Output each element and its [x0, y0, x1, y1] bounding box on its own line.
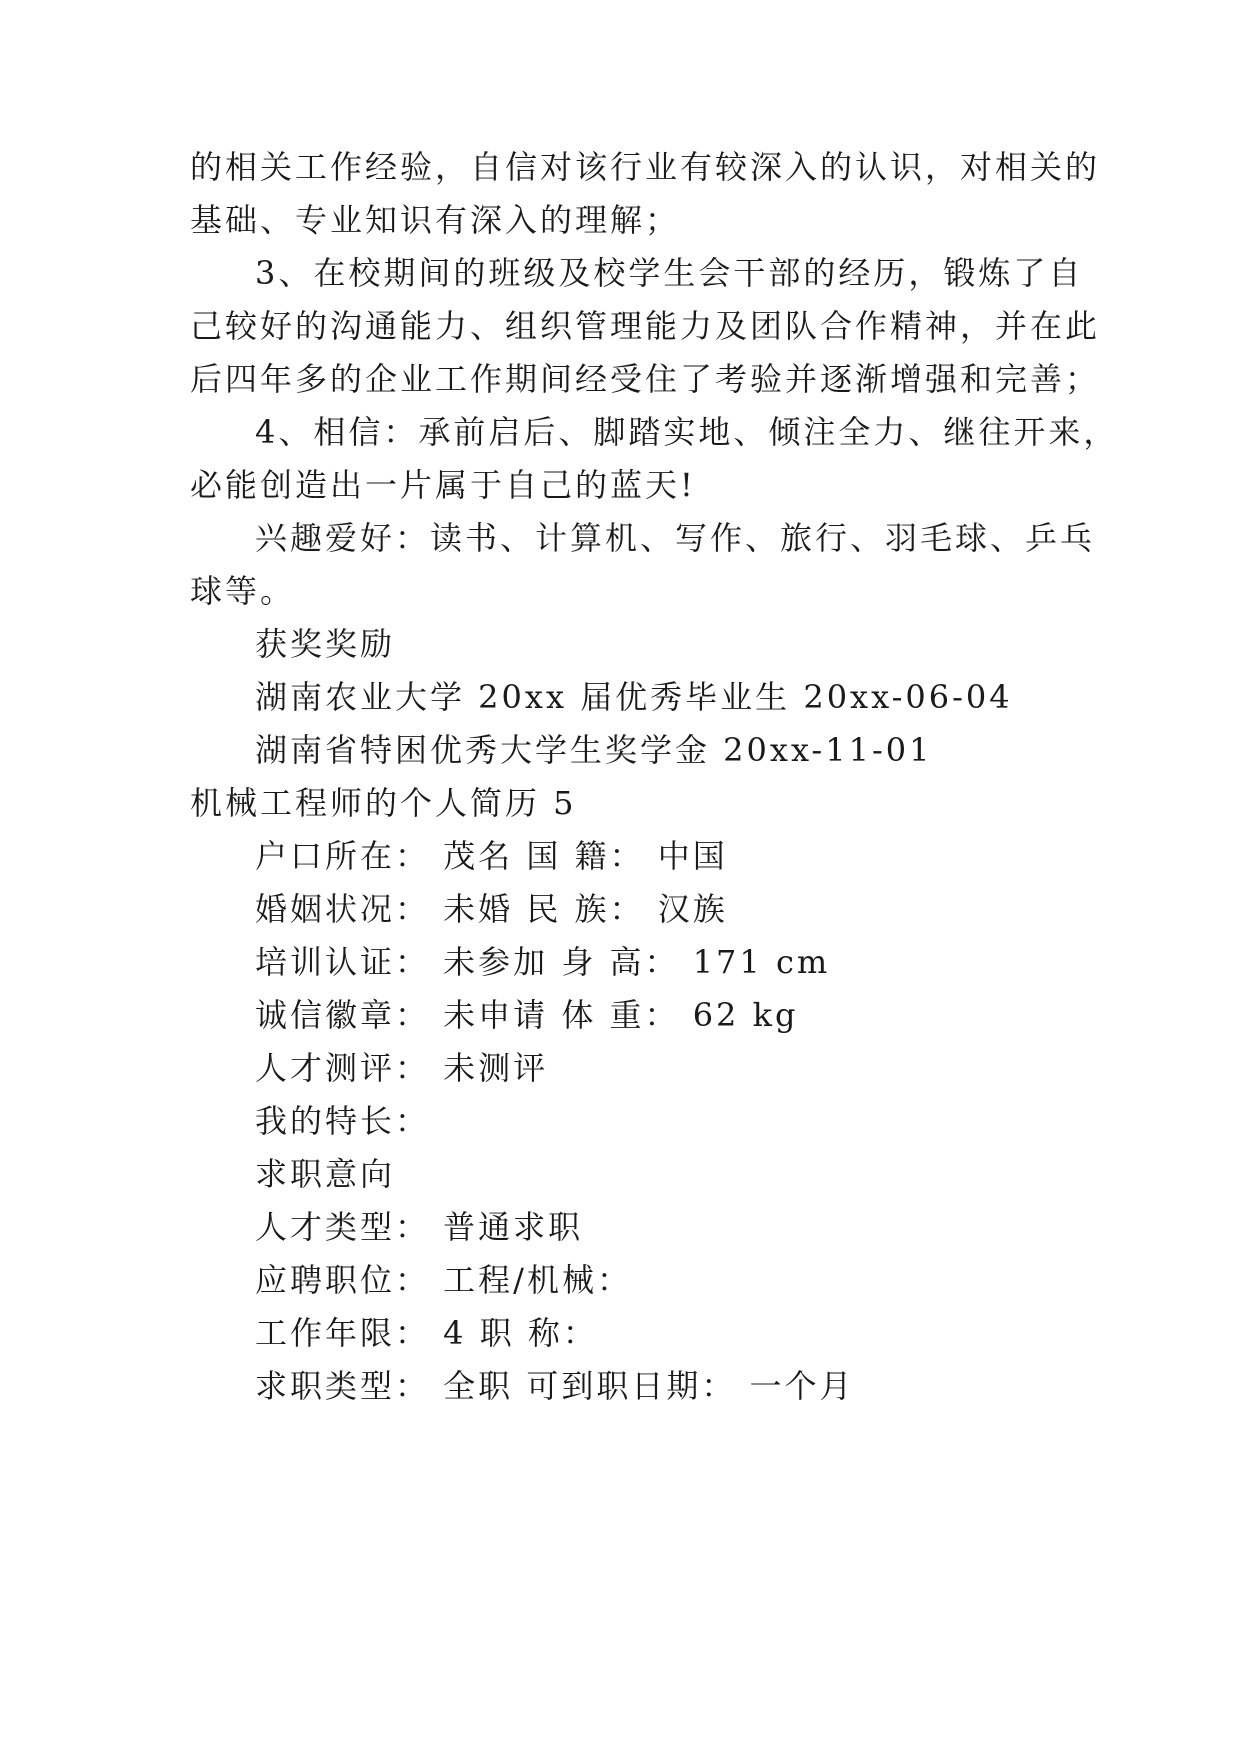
job-intent-field: 工作年限： 4 职 称：: [255, 1314, 598, 1352]
resume-title: 机械工程师的个人简历 5: [190, 784, 577, 822]
hobbies-line: 兴趣爱好：读书、计算机、写作、旅行、羽毛球、乒乓: [255, 519, 1096, 557]
profile-field: 户口所在： 茂名 国 籍： 中国: [255, 837, 728, 875]
hobbies-line: 球等。: [190, 572, 296, 610]
paragraph-line: 4、相信：承前启后、脚踏实地、倾注全力、继往开来，: [255, 413, 1119, 451]
profile-field: 人才测评： 未测评: [255, 1049, 549, 1087]
profile-field: 诚信徽章： 未申请 体 重： 62 kg: [255, 996, 799, 1034]
job-intent-field: 人才类型： 普通求职: [255, 1208, 584, 1246]
section-heading-awards: 获奖奖励: [255, 625, 396, 663]
paragraph-line: 基础、专业知识有深入的理解；: [190, 201, 681, 239]
profile-field: 我的特长：: [255, 1102, 431, 1140]
paragraph-line: 后四年多的企业工作期间经受住了考验并逐渐增强和完善；: [190, 360, 1101, 398]
section-heading-job-intent: 求职意向: [255, 1155, 396, 1193]
award-item: 湖南农业大学 20xx 届优秀毕业生 20xx-06-04: [255, 678, 1013, 716]
award-item: 湖南省特困优秀大学生奖学金 20xx-11-01: [255, 731, 933, 769]
paragraph-line: 必能创造出一片属于自己的蓝天!: [190, 466, 696, 504]
profile-field: 婚姻状况： 未婚 民 族： 汉族: [255, 890, 728, 928]
paragraph-line: 3、在校期间的班级及校学生会干部的经历，锻炼了自: [255, 254, 1084, 292]
paragraph-line: 己较好的沟通能力、组织管理能力及团队合作精神，并在此: [190, 307, 1101, 345]
paragraph-line: 的相关工作经验，自信对该行业有较深入的认识，对相关的: [190, 148, 1101, 186]
profile-field: 培训认证： 未参加 身 高： 171 cm: [255, 943, 831, 981]
job-intent-field: 求职类型： 全职 可到职日期： 一个月: [255, 1367, 855, 1405]
job-intent-field: 应聘职位： 工程/机械：: [255, 1261, 632, 1299]
